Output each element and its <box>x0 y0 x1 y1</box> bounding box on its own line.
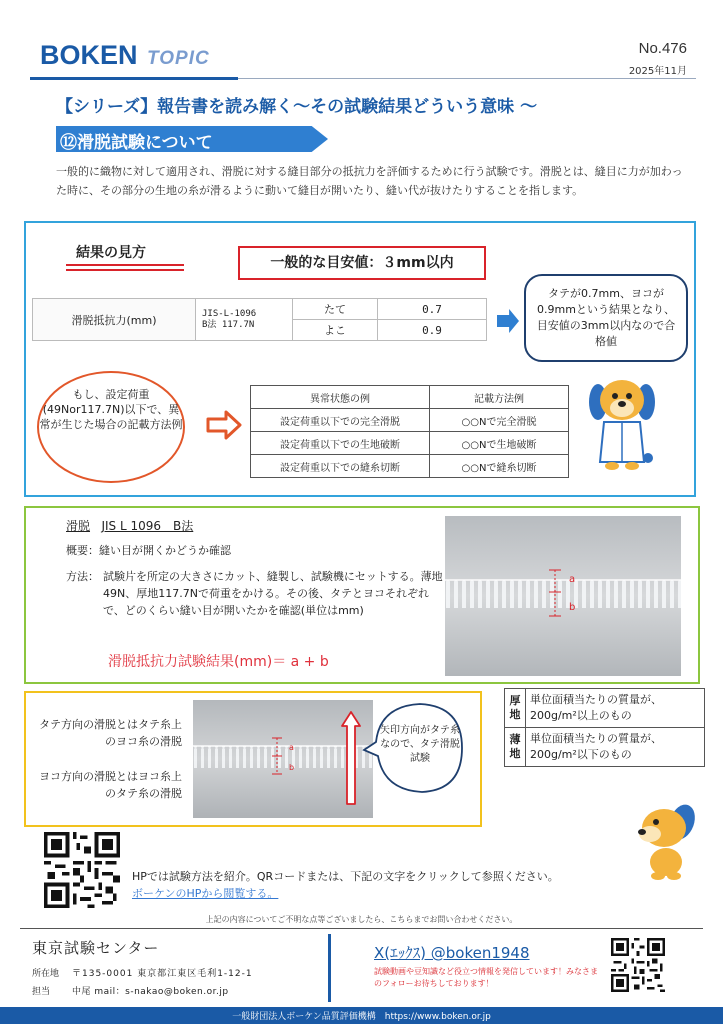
heading-underline <box>66 264 184 266</box>
arrow-note-text: 矢印方向がタテ糸なので、タテ滑脱試験 <box>380 725 460 764</box>
table-cell: ○○Nで縫糸切断 <box>430 455 569 478</box>
pass-note-bubble: タテが0.7mm、ヨコが0.9mmという結果となり、目安値の3mm以内なので合格値 <box>524 274 688 362</box>
table-cell: ○○Nで生地破断 <box>430 432 569 455</box>
table-row <box>251 409 569 432</box>
table-row <box>505 728 705 767</box>
address-label: 所在地 <box>32 969 60 979</box>
header-rule-blue <box>30 77 238 80</box>
contact-note: 上記の内容についてご不明な点等ございましたら、こちらまでお問い合わせください。 <box>205 915 518 924</box>
footer-divider <box>20 928 703 929</box>
overview-text: 概要：縫い目が開くかどうか確認 <box>66 544 231 557</box>
warp-slip-text: タテ方向の滑脱とはタテ糸上のヨコ糸の滑脱 <box>39 718 182 748</box>
x-account-link[interactable]: X(ｴｯｸｽ) @boken1948 <box>374 944 530 962</box>
footer-org-text: 一般財団法人ボーケン品質評価機構 https://www.boken.or.jp <box>232 1012 491 1022</box>
section-title: ⑫滑脱試験について <box>60 133 213 153</box>
topic-logo: TOPIC <box>147 48 210 69</box>
issue-date: 2025年11月 <box>628 66 687 77</box>
table-cell: 設定荷重以下での完全滑脱 <box>251 409 430 432</box>
table-cell: 設定荷重以下での縫糸切断 <box>251 455 430 478</box>
photo-label-b: b <box>289 763 295 772</box>
heading-underline <box>66 269 184 271</box>
intro-paragraph: 一般的に織物に対して適用され、滑脱に対する縫目部分の抵抗力を評価するために行う試験です。滑脱とは、縫目に力が加わった時に、その部分の生地の糸が滑るように動いて縫目が開いたり、縫い代が抜けたりすることを指します。 <box>56 165 683 197</box>
seam-photo <box>445 516 681 676</box>
footer-vertical-divider <box>328 934 331 1002</box>
center-name: 東京試験センター <box>32 939 160 957</box>
fabric-desc-cell: 単位面積当たりの質量が、200g/m²以下のもの <box>526 728 705 767</box>
fabric-desc-cell: 単位面積当たりの質量が、200g/m²以上のもの <box>526 689 705 728</box>
table-row <box>505 689 705 728</box>
series-title: 【シリーズ】報告書を読み解く～その試験結果どういう意味 ～ <box>56 97 538 117</box>
method-cell <box>196 299 293 341</box>
fabric-type-cell: 厚地 <box>505 689 526 728</box>
direction-cell: よこ <box>293 320 378 341</box>
method-line1: JIS-L-1096 <box>202 308 257 319</box>
x-description: 試験動画や豆知識など役立つ情報を発信しています！みなさまのフォローお待ちしております！ <box>374 967 598 988</box>
method-title-word: 滑脱 <box>66 519 91 533</box>
formula-text: 滑脱抵抗力試験結果(mm)＝ a + b <box>108 654 329 670</box>
abnormal-table <box>250 385 569 478</box>
photo-label-a: a <box>289 743 294 752</box>
hp-description: HPでは試験方法を紹介。QRコードまたは、下記の文字をクリックして参照ください。 <box>132 870 559 883</box>
contact-person: 中尾 mail：s-nakao@boken.or.jp <box>72 987 229 997</box>
table-cell: ○○Nで完全滑脱 <box>430 409 569 432</box>
header-rule-gray <box>238 78 696 79</box>
orange-arrow-icon <box>206 410 242 440</box>
boken-logo: BOKEN <box>40 40 138 70</box>
qr-code-icon[interactable] <box>44 832 120 908</box>
direction-cell: たて <box>293 299 378 320</box>
condition-note-oval: もし、設定荷重(49Nor117.7N)以下で、異常が生じた場合の記載方法例 <box>37 371 185 483</box>
table-row <box>251 455 569 478</box>
weft-slip-text: ヨコ方向の滑脱とはヨコ糸上のタテ糸の滑脱 <box>39 770 182 800</box>
method-title-standard: JIS L 1096 B法 <box>101 519 194 533</box>
qr-code-icon[interactable] <box>611 938 665 992</box>
hp-link[interactable]: ボーケンのHPから閲覧する。 <box>132 887 279 900</box>
contact-person-label: 担当 <box>32 987 51 997</box>
method-text: 試験片を所定の大きさにカット、縫製し、試験機にセットする。薄地49N、厚地117.7Nで荷重をかける。その後、タテとヨコそれぞれで、どのくらい縫い目が開いたかを確認(単位はmm) <box>103 570 443 617</box>
photo-label-a: a <box>569 574 576 585</box>
result-table <box>32 298 487 341</box>
issue-number: No.476 <box>638 40 687 57</box>
results-heading: 結果の見方 <box>76 245 146 261</box>
fabric-type-cell: 薄地 <box>505 728 526 767</box>
column-header: 記載方法例 <box>430 386 569 409</box>
value-cell: 0.7 <box>378 299 487 320</box>
guideline-box: 一般的な目安値：３mm以内 <box>238 246 486 280</box>
property-cell: 滑脱抵抗力(mm) <box>33 299 196 341</box>
up-arrow-icon <box>340 710 362 806</box>
column-header: 異常状態の例 <box>251 386 430 409</box>
method-title <box>66 517 193 534</box>
mascot-dog-icon <box>628 800 700 880</box>
method-line2: B法 117.7N <box>202 319 255 330</box>
address-text: 〒135-0001 東京都江東区毛利1-12-1 <box>72 969 253 979</box>
table-row <box>251 432 569 455</box>
table-row <box>33 299 487 320</box>
mascot-dog-lab-coat-icon <box>584 372 660 472</box>
fabric-weight-table <box>504 688 705 767</box>
photo-label-b: b <box>569 602 576 613</box>
value-cell: 0.9 <box>378 320 487 341</box>
table-header-row <box>251 386 569 409</box>
table-cell: 設定荷重以下での生地破断 <box>251 432 430 455</box>
method-label: 方法： <box>66 570 99 583</box>
